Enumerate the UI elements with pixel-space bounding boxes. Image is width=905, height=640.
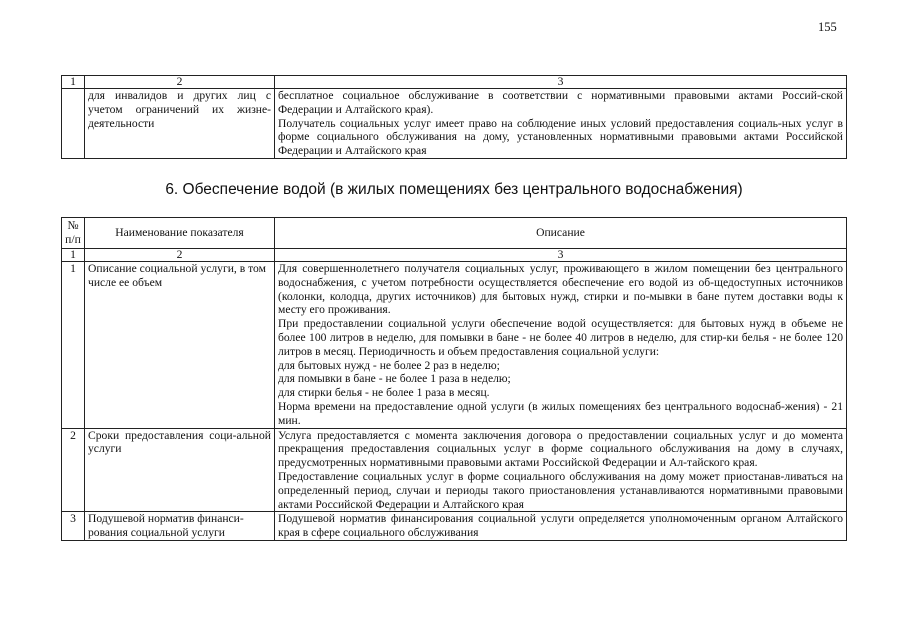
- table-row: [62, 262, 847, 429]
- page-number: 155: [818, 20, 837, 34]
- col-number-2: 2: [85, 76, 275, 89]
- header-number: № п/п: [62, 218, 85, 249]
- description-paragraph: Предоставление социальных услуг в форме социального обслуживания на дому может приостанав-ливаться на определенный период, случаи и периоды такого приостановления устанавливаются нормативными правовыми актами Российской Федерации и Алтайского края: [278, 469, 843, 511]
- header-row: [62, 218, 847, 249]
- description-paragraph: Подушевой норматив финансирования социальной услуги определяется уполномоченным органом Алтайского края в сфере социального обслуживания: [278, 512, 843, 540]
- row-number-cell: 3: [62, 512, 85, 541]
- description-paragraph: для стирки белья - не более 1 раза в месяц.: [278, 386, 490, 400]
- row-name-cell: Подушевой норматив финанси-рования социальной услуги: [85, 512, 275, 541]
- header-description: Описание: [275, 218, 847, 249]
- row-number-cell: 2: [62, 428, 85, 512]
- description-paragraph: для бытовых нужд - не более 2 раз в неделю;: [278, 358, 500, 372]
- table-row: [62, 512, 847, 541]
- description-paragraph: При предоставлении социальной услуги обеспечение водой осуществляется: для бытовых нужд в объеме не более 100 литров в неделю, для помывки в бане - не более 40 литров в неделю, для стир-ки белья - не более 120 литров в месяц. Периодичность и объем предоставления социальной услуги:: [278, 317, 843, 358]
- section-title: 6. Обеспечение водой (в жилых помещениях без центрального водоснабжения): [165, 181, 743, 198]
- table-row: [62, 89, 847, 159]
- description-paragraph: Норма времени на предоставление одной услуги (в жилых помещениях без центрального водоснаб-жения) - 21 мин.: [278, 399, 843, 427]
- description-paragraph: Для совершеннолетнего получателя социальных услуг, проживающего в жилом помещении без центрального водоснабжения, с учетом потребности осуществляется обеспечение его водой из об-щедоступных источников (колонки, колодца, других источников) для бытовых нужд, стирки и по-мывки в бане путем доставки воды к месту его проживания.: [278, 262, 843, 317]
- column-number-row: [62, 249, 847, 262]
- header-indicator-name: Наименование показателя: [85, 218, 275, 249]
- continued-table: [61, 75, 847, 159]
- row-description-cell: [275, 428, 847, 512]
- description-paragraph: бесплатное социальное обслуживание в соответствии с нормативными правовыми актами Россий-ской Федерации и Алтайского края).: [278, 89, 843, 116]
- row-number-cell: 1: [62, 262, 85, 429]
- col-number-3: 3: [275, 249, 847, 262]
- col-number-2: 2: [85, 249, 275, 262]
- description-paragraph: для помывки в бане - не более 1 раза в неделю;: [278, 372, 511, 386]
- row-description-cell: [275, 89, 847, 159]
- description-paragraph: Получатель социальных услуг имеет право на соблюдение иных условий предоставления социаль-ных услуг в форме социального обслуживания на дому, установленных нормативными правовыми актами Российской Федерации и Алтайского края: [278, 116, 843, 158]
- service-table: [61, 217, 847, 541]
- row-name-cell: Описание социальной услуги, в том числе ее объем: [85, 262, 275, 429]
- table-row: [62, 428, 847, 512]
- row-number-cell: [62, 89, 85, 159]
- row-description-cell: [275, 262, 847, 429]
- row-name-cell: Сроки предоставления соци-альной услуги: [85, 428, 275, 512]
- row-name-cell: для инвалидов и других лиц с учетом ограничений их жизне-деятельности: [85, 89, 275, 159]
- col-number-1: 1: [62, 76, 85, 89]
- row-description-cell: [275, 512, 847, 541]
- col-number-3: 3: [275, 76, 847, 89]
- col-number-1: 1: [62, 249, 85, 262]
- column-number-row: [62, 76, 847, 89]
- description-paragraph: Услуга предоставляется с момента заключения договора о предоставлении социальных услуг и до момента прекращения предоставления социальных услуг в форме социального обслуживания на дому в случаях, предусмотренных нормативными правовыми актами Российской Федерации и Ал-тайского края.: [278, 428, 843, 470]
